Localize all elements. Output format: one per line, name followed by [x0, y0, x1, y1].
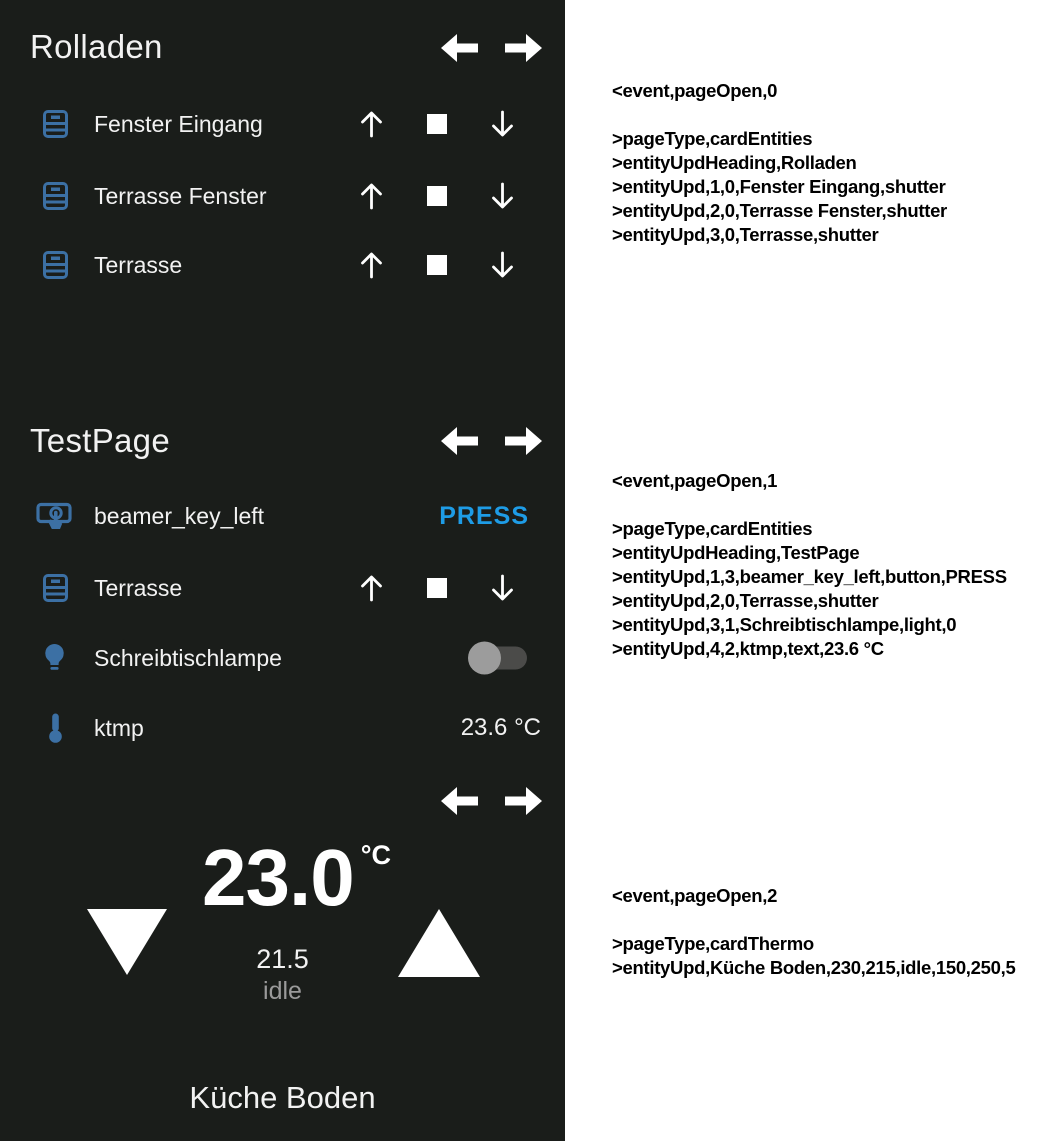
log-line: >pageType,cardEntities: [612, 128, 813, 149]
log-line: >entityUpd,2,0,Terrasse Fenster,shutter: [612, 200, 947, 221]
entity-row: [0, 636, 565, 680]
window-shutter-icon: [42, 182, 69, 211]
arrow-up-icon: [358, 573, 385, 603]
log-line: >entityUpd,1,3,beamer_key_left,button,PRESS: [612, 566, 1007, 587]
thermometer-icon: [47, 712, 64, 744]
press-button[interactable]: PRESS: [439, 502, 529, 530]
mqtt-log-block-page2: [612, 884, 1044, 980]
prev-page-button[interactable]: [440, 426, 478, 456]
log-line: >entityUpd,Küche Boden,230,215,idle,150,250,5: [612, 957, 1016, 978]
log-line: >entityUpd,3,1,Schreibtischlampe,light,0: [612, 614, 957, 635]
arrow-left-icon: [440, 786, 478, 816]
next-page-button[interactable]: [505, 786, 543, 816]
shutter-stop-button[interactable]: [427, 578, 447, 598]
text-entity-value: 23.6 °C: [460, 714, 541, 741]
thermostat-status: idle: [263, 977, 302, 1005]
shutter-down-button[interactable]: [489, 573, 516, 603]
arrow-up-icon: [358, 181, 385, 211]
log-line: >entityUpdHeading,TestPage: [612, 542, 860, 563]
thermostat-name: Küche Boden: [189, 1080, 376, 1115]
log-line: >pageType,cardThermo: [612, 933, 814, 954]
window-shutter-icon: [42, 574, 69, 603]
page-title: Rolladen: [30, 28, 163, 65]
current-temperature-value: 23.0: [202, 833, 354, 922]
mqtt-log-block-page0: [612, 79, 1044, 247]
shutter-up-button[interactable]: [358, 181, 385, 211]
log-line: [612, 103, 1044, 127]
next-page-button[interactable]: [505, 33, 543, 63]
prev-page-button[interactable]: [440, 786, 478, 816]
shutter-stop-button[interactable]: [427, 186, 447, 206]
toggle-knob: [468, 642, 501, 675]
log-line: >entityUpd,2,0,Terrasse,shutter: [612, 590, 879, 611]
entity-row: [0, 174, 565, 218]
log-line: <event,pageOpen,2: [612, 885, 778, 906]
log-line: >entityUpd,4,2,ktmp,text,23.6 °C: [612, 638, 884, 659]
arrow-right-icon: [505, 426, 543, 456]
arrow-down-icon: [489, 109, 516, 139]
gesture-tap-button-icon: [36, 500, 73, 533]
shutter-up-button[interactable]: [358, 573, 385, 603]
arrow-down-icon: [489, 181, 516, 211]
entity-row: [0, 706, 565, 750]
page-title: TestPage: [30, 422, 170, 459]
arrow-right-icon: [505, 786, 543, 816]
arrow-left-icon: [440, 33, 478, 63]
log-line: >entityUpd,3,0,Terrasse,shutter: [612, 224, 879, 245]
entity-label: Fenster Eingang: [94, 111, 263, 137]
window-shutter-icon: [42, 251, 69, 280]
shutter-stop-button[interactable]: [427, 114, 447, 134]
entity-label: ktmp: [94, 715, 144, 741]
temperature-unit: °C: [360, 840, 391, 870]
window-shutter-icon: [42, 110, 69, 139]
entity-label: beamer_key_left: [94, 503, 265, 529]
arrow-up-icon: [358, 250, 385, 280]
entity-label: Terrasse: [94, 252, 183, 278]
log-line: [612, 908, 1044, 932]
shutter-down-button[interactable]: [489, 109, 516, 139]
next-page-button[interactable]: [505, 426, 543, 456]
log-line: >entityUpdHeading,Rolladen: [612, 152, 857, 173]
arrow-down-icon: [489, 250, 516, 280]
log-line: [612, 493, 1044, 517]
shutter-down-button[interactable]: [489, 250, 516, 280]
entity-label: Terrasse Fenster: [94, 183, 267, 209]
shutter-up-button[interactable]: [358, 250, 385, 280]
prev-page-button[interactable]: [440, 33, 478, 63]
log-line: >pageType,cardEntities: [612, 518, 813, 539]
current-temperature: [14, 833, 565, 922]
lightbulb-icon: [41, 643, 68, 674]
setpoint-value: 21.5: [256, 944, 309, 974]
entity-row: [0, 243, 565, 287]
entity-label: Terrasse: [94, 575, 183, 601]
log-line: <event,pageOpen,1: [612, 470, 778, 491]
log-line: <event,pageOpen,0: [612, 80, 778, 101]
arrow-up-icon: [358, 109, 385, 139]
arrow-right-icon: [505, 33, 543, 63]
shutter-down-button[interactable]: [489, 181, 516, 211]
light-toggle-switch[interactable]: [473, 647, 527, 670]
entity-row: [0, 102, 565, 146]
shutter-up-button[interactable]: [358, 109, 385, 139]
mqtt-log-block-page1: [612, 469, 1044, 661]
entity-label: Schreibtischlampe: [94, 645, 282, 671]
log-line: >entityUpd,1,0,Fenster Eingang,shutter: [612, 176, 946, 197]
arrow-down-icon: [489, 573, 516, 603]
entity-row: [0, 566, 565, 610]
entity-row: [0, 494, 565, 538]
shutter-stop-button[interactable]: [427, 255, 447, 275]
arrow-left-icon: [440, 426, 478, 456]
